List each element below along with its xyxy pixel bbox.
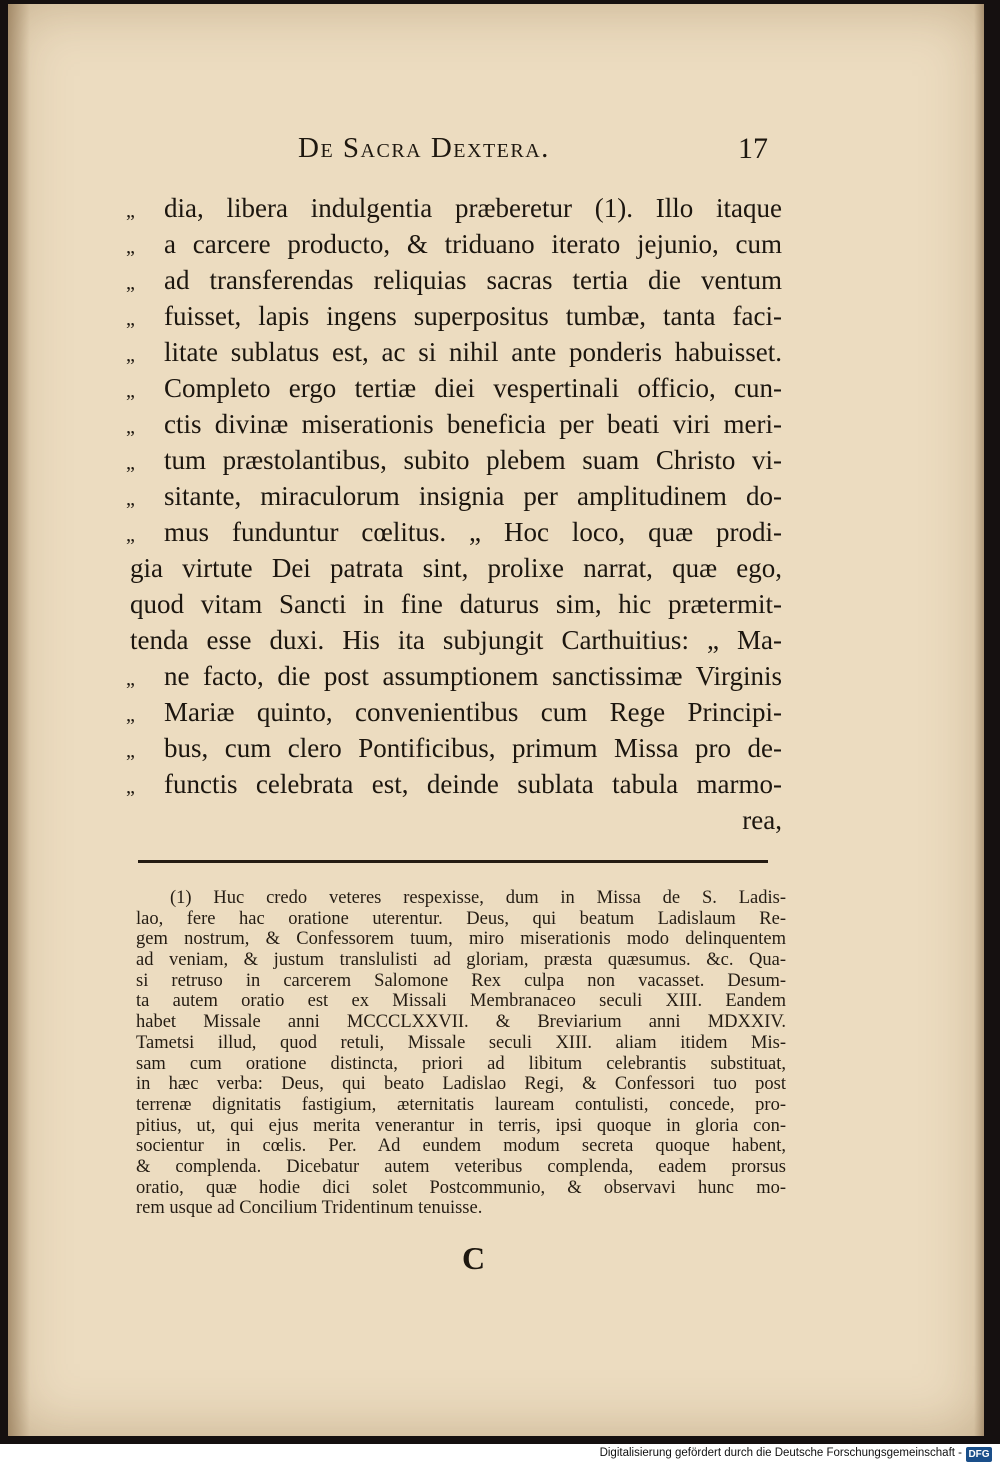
body-line-text: mus funduntur cœlitus. „ Hoc loco, quæ prodi- — [164, 517, 782, 547]
body-line-text: gia virtute Dei patrata sint, prolixe narrat, quæ ego, — [130, 553, 782, 583]
body-line-text: bus, cum clero Pontificibus, primum Missa pro de- — [164, 733, 782, 763]
body-line — [122, 658, 782, 694]
quote-mark: „ — [126, 452, 134, 474]
quote-mark: „ — [126, 344, 134, 366]
body-line — [122, 298, 782, 334]
footnote-line: in hæc verba: Deus, qui beato Ladislao Regi, & Confessori tuo post — [136, 1074, 786, 1095]
body-line-text: quod vitam Sancti in fine daturus sim, hic prætermit- — [130, 589, 782, 619]
quote-mark: „ — [126, 236, 134, 258]
footnote-line: ad veniam, & justum translulisti ad gloriam, præsta quæsumus. &c. Qua- — [136, 950, 786, 971]
footnote-line: habet Missale anni MCCCLXXVII. & Breviarium anni MDXXIV. — [136, 1012, 786, 1033]
body-line — [122, 262, 782, 298]
quote-mark: „ — [126, 704, 134, 726]
body-line-text: ad transferendas reliquias sacras tertia die ventum — [164, 265, 782, 295]
body-line — [122, 730, 782, 766]
body-line — [122, 766, 782, 802]
body-line — [122, 442, 782, 478]
body-line — [122, 514, 782, 550]
body-line — [122, 550, 782, 586]
body-line-text: litate sublatus est, ac si nihil ante ponderis habuisset. — [164, 337, 782, 367]
body-line — [122, 370, 782, 406]
footnote-line: ta autem oratio est ex Missali Membranaceo seculi XIII. Eandem — [136, 991, 786, 1012]
body-line-text: functis celebrata est, deinde sublata tabula marmo- — [164, 769, 782, 799]
quote-mark: „ — [126, 272, 134, 294]
footnote-line: (1) Huc credo veteres respexisse, dum in Missa de S. Ladis- — [170, 888, 786, 908]
body-line-text: tenda esse duxi. His ita subjungit Carthuitius: „ Ma- — [130, 625, 782, 655]
body-line — [122, 802, 782, 838]
quote-mark: „ — [126, 524, 134, 546]
body-line-text: ne facto, die post assumptionem sanctissimæ Virginis — [164, 661, 782, 691]
body-line — [122, 226, 782, 262]
footnote-rule — [138, 860, 768, 863]
quote-mark: „ — [126, 740, 134, 762]
body-line — [122, 334, 782, 370]
running-title: De Sacra Dextera. — [298, 132, 550, 164]
quote-mark: „ — [126, 308, 134, 330]
body-line-text: tum præstolantibus, subito plebem suam Christo vi- — [164, 445, 782, 475]
footnote — [136, 888, 786, 1219]
footnote-line: pitius, ut, qui ejus merita venerantur in terris, ipsi quoque in gloria con- — [136, 1115, 786, 1136]
page-number: 17 — [738, 132, 768, 165]
body-line-text: ctis divinæ miserationis beneficia per beati viri meri- — [164, 409, 782, 439]
quote-mark: „ — [126, 776, 134, 798]
body-line-text: Mariæ quinto, convenientibus cum Rege Principi- — [164, 697, 782, 727]
signature-mark: C — [462, 1240, 486, 1276]
body-line — [122, 190, 782, 226]
body-line-text: sitante, miraculorum insignia per amplitudinem do- — [164, 481, 782, 511]
footnote-line: socientur in cœlis. Per. Ad eundem modum secreta quoque habent, — [136, 1136, 786, 1157]
footnote-line: oratio, quæ hodie dici solet Postcommunio, & observavi hunc mo- — [136, 1177, 786, 1198]
body-line-text: a carcere producto, & triduano iterato jejunio, cum — [164, 229, 782, 259]
body-line-text: rea, — [742, 805, 782, 835]
body-line-text: fuisset, lapis ingens superpositus tumbæ, tanta faci- — [164, 301, 782, 331]
footnote-line: gem nostrum, & Confessorem tuum, miro miserationis modo delinquentem — [136, 929, 786, 950]
footer-strip — [0, 1444, 1000, 1466]
quote-mark: „ — [126, 416, 134, 438]
footnote-line: lao, fere hac oratione uterentur. Deus, qui beatum Ladislaum Re- — [136, 908, 786, 929]
quote-mark: „ — [126, 488, 134, 510]
body-line-text: Completo ergo tertiæ diei vespertinali officio, cun- — [164, 373, 782, 403]
footnote-line: rem usque ad Concilium Tridentinum tenuisse. — [136, 1198, 483, 1219]
footer-credit: Digitalisierung gefördert durch die Deutsche Forschungsgemeinschaft - — [599, 1447, 962, 1459]
footnote-line: sam cum oratione distincta, priori ad libitum celebrantis substituat, — [136, 1053, 786, 1074]
book-page — [8, 4, 984, 1436]
footnote-line: & complenda. Dicebatur autem veteribus complenda, eadem prorsus — [136, 1156, 786, 1177]
quote-mark: „ — [126, 200, 134, 222]
quote-mark: „ — [126, 380, 134, 402]
body-line — [122, 478, 782, 514]
body-line — [122, 586, 782, 622]
body-line — [122, 622, 782, 658]
footnote-line: si retruso in carcerem Salomone Rex culpa non vacasset. Desum- — [136, 970, 786, 991]
dfg-logo-icon: DFG — [966, 1447, 992, 1462]
footnote-line: Tametsi illud, quod retuli, Missale seculi XIII. aliam itidem Mis- — [136, 1032, 786, 1053]
footnote-line: terrenæ dignitatis fastigium, æternitatis lauream contulisti, concede, pro- — [136, 1094, 786, 1115]
body-line — [122, 694, 782, 730]
body-text — [122, 190, 782, 838]
body-line-text: dia, libera indulgentia præberetur (1). Illo itaque — [164, 193, 782, 223]
quote-mark: „ — [126, 668, 134, 690]
body-line — [122, 406, 782, 442]
